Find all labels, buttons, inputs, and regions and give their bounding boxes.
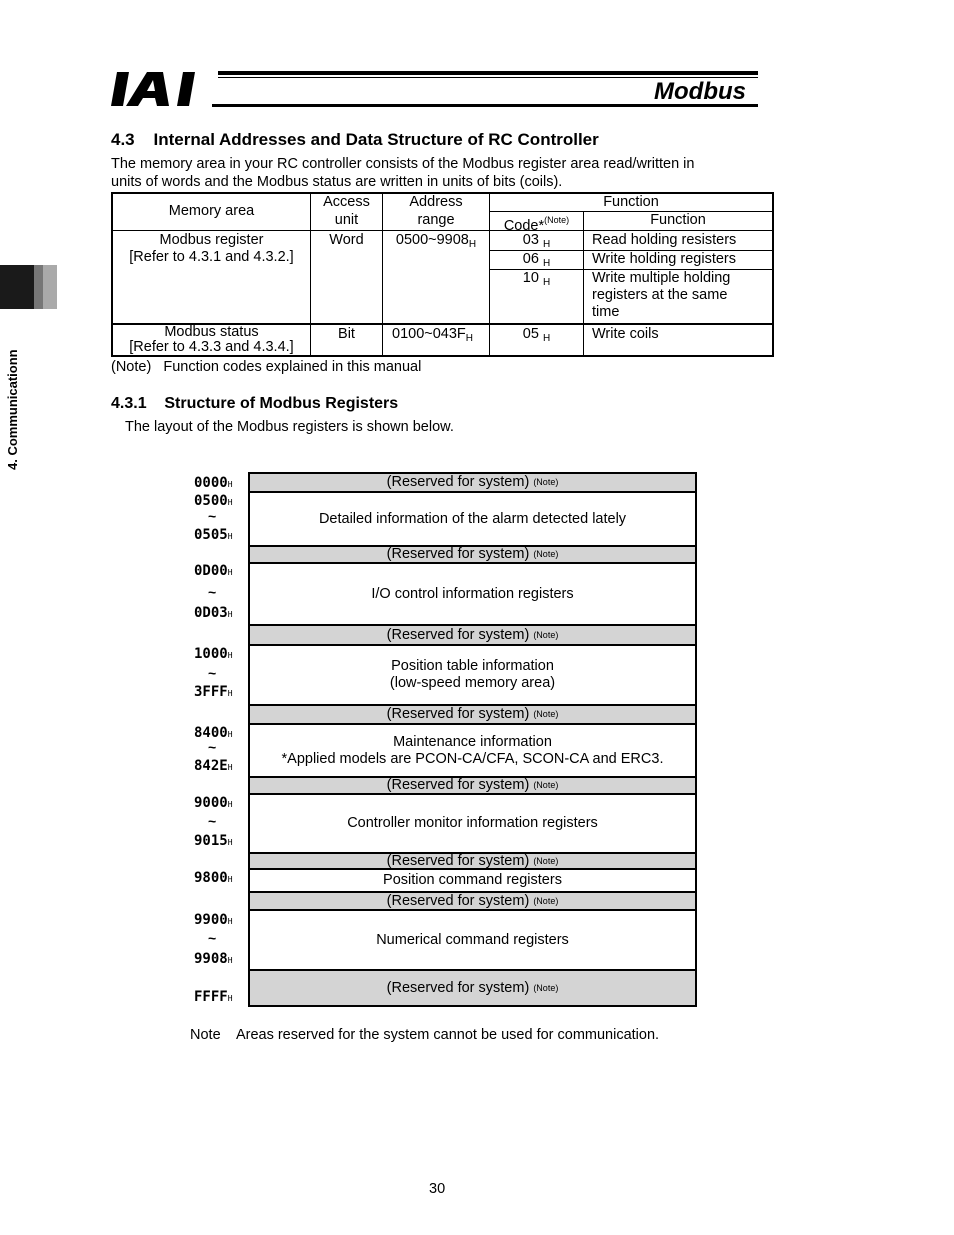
address-label: 0D00H (194, 563, 233, 579)
table-note: (Note) Function codes explained in this manual (111, 359, 422, 375)
range-tilde: ~ (208, 739, 217, 755)
register-map-footnote: Note Areas reserved for the system cannot be used for communication. (190, 1027, 660, 1043)
section-intro-line1: The memory area in your RC controller consists of the Modbus register area read/written in (111, 156, 695, 172)
address-label: 8400H (194, 725, 233, 741)
chapter-label: 4. Communicationn (5, 349, 20, 470)
header-code-note: (Note) (544, 215, 570, 225)
address-label: 9908H (194, 951, 233, 967)
address-label: 0D03H (194, 605, 233, 621)
function-write-multiple-2: registers at the same (592, 287, 728, 303)
range-tilde: ~ (208, 665, 217, 681)
function-write-coils: Write coils (592, 326, 659, 342)
code-05: 05 $_H$ (522, 326, 551, 344)
function-code-table (111, 192, 774, 357)
address-label: 842EH (194, 758, 233, 774)
iai-logo (111, 70, 211, 108)
header-rule-top (218, 71, 758, 75)
reserved-block: (Reserved for system) (Note) (250, 891, 695, 911)
address-label: 9015H (194, 833, 233, 849)
address-label: FFFFH (194, 989, 233, 1005)
header-memory-area: Memory area (168, 203, 255, 219)
reserved-block: (Reserved for system) (Note) (250, 969, 695, 1005)
register-map (248, 472, 697, 1007)
range-tilde: ~ (208, 813, 217, 829)
address-label: 9000H (194, 795, 233, 811)
address-label: 0500H (194, 493, 233, 509)
function-write-holding: Write holding registers (592, 251, 736, 267)
function-write-multiple-1: Write multiple holding (592, 270, 731, 286)
address-label: 1000H (194, 646, 233, 662)
chapter-tab-mid (34, 265, 43, 309)
page-number: 30 (429, 1181, 446, 1197)
code-10: 10 $_H$ (522, 270, 551, 288)
address-label: 9900H (194, 912, 233, 928)
reserved-block: (Reserved for system) (Note) (250, 624, 695, 646)
reserved-block: (Reserved for system) (Note) (250, 545, 695, 564)
header-function-sub: Function (650, 212, 706, 228)
range-tilde: ~ (208, 584, 217, 600)
chapter-tab-light (43, 265, 57, 309)
header-code-label: Code* (503, 218, 545, 234)
section-intro-line2: units of words and the Modbus status are written in units of bits (coils). (111, 174, 563, 190)
function-read-holding: Read holding resisters (592, 232, 737, 248)
position-command-block: Position command registers (250, 870, 695, 891)
reserved-block: (Reserved for system) (Note) (250, 704, 695, 725)
register-area-ref: [Refer to 4.3.1 and 4.3.2.] (129, 249, 294, 265)
address-label: 9800H (194, 870, 233, 886)
header-access-2: unit (334, 212, 359, 228)
code-06: 06 $_H$ (522, 251, 551, 269)
address-label: 0505H (194, 527, 233, 543)
register-access-unit: Word (329, 232, 364, 248)
address-label: 0000H (194, 475, 233, 491)
header-access-1: Access (323, 194, 370, 210)
code-03: 03 $_H$ (522, 232, 551, 250)
monitor-block: Controller monitor information registers (250, 795, 695, 852)
io-control-block: I/O control information registers (250, 564, 695, 624)
numerical-command-block: Numerical command registers (250, 911, 695, 969)
alarm-info-block: Detailed information of the alarm detected lately (250, 493, 695, 545)
header-address-1: Address (409, 194, 463, 210)
subsection-intro: The layout of the Modbus registers is shown below. (125, 419, 454, 435)
header-function: Function (603, 194, 659, 210)
address-label: 3FFFH (194, 684, 233, 700)
function-write-multiple-3: time (592, 304, 620, 320)
status-area-ref: [Refer to 4.3.3 and 4.3.4.] (129, 339, 294, 355)
reserved-block: (Reserved for system) (Note) (250, 852, 695, 870)
register-address-range: $0500\sim 9908_H$ (395, 232, 477, 250)
range-tilde: ~ (208, 508, 217, 524)
position-table-block: Position table information (low-speed memory area) (250, 646, 695, 704)
status-access-unit: Bit (338, 326, 355, 342)
reserved-block: (Reserved for system) (Note) (250, 776, 695, 795)
section-heading: 4.3 Internal Addresses and Data Structure of RC Controller (111, 130, 599, 149)
status-address-range: $0100\sim 043F_H$ (392, 326, 474, 344)
register-area-name: Modbus register (159, 232, 264, 248)
header-address-2: range (417, 212, 455, 228)
reserved-block: (Reserved for system) (Note) (250, 474, 695, 493)
header-title: Modbus (654, 78, 746, 105)
status-area-name: Modbus status (164, 324, 259, 340)
maintenance-block: Maintenance information *Applied models are PCON-CA/CFA, SCON-CA and ERC3. (250, 725, 695, 776)
range-tilde: ~ (208, 930, 217, 946)
subsection-heading: 4.3.1 Structure of Modbus Registers (111, 395, 399, 412)
